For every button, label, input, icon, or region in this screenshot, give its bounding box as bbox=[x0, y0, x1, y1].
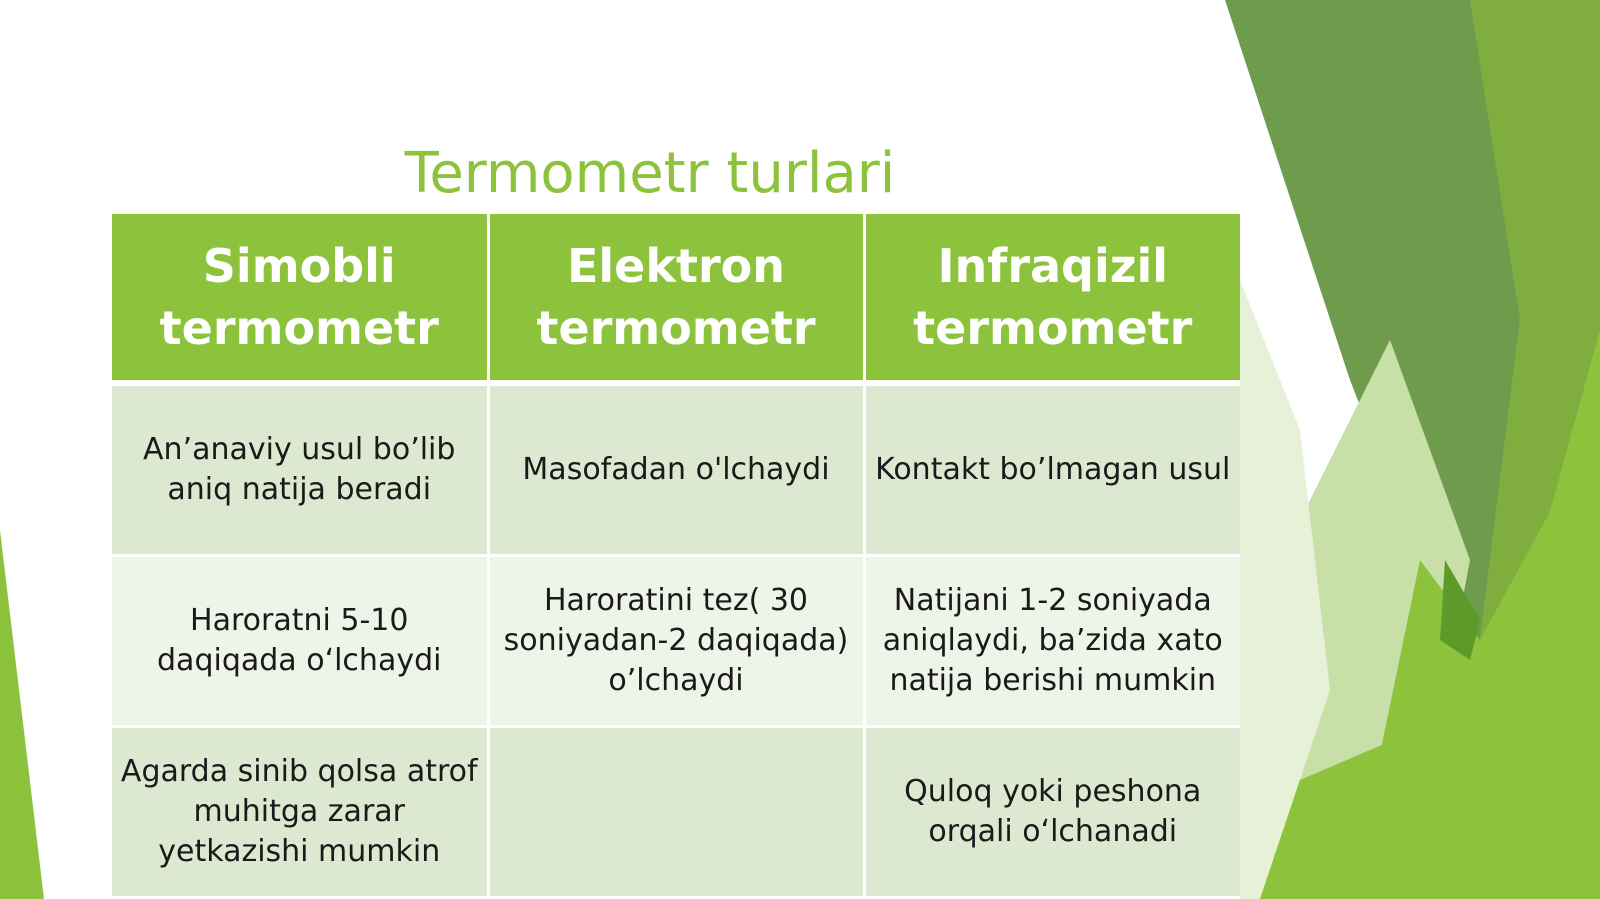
column-header-elektron: Elektron termometr bbox=[488, 214, 864, 383]
column-header-infraqizil: Infraqizil termometr bbox=[864, 214, 1240, 383]
table-cell: An’anaviy usul bo’lib aniq natija beradi bbox=[112, 383, 488, 556]
slide-title: Termometr turlari bbox=[404, 141, 896, 206]
table-cell: Masofadan o'lchaydi bbox=[488, 383, 864, 556]
table-row bbox=[112, 727, 1240, 898]
table-row bbox=[112, 383, 1240, 556]
table-cell: Haroratni 5-10 daqiqada o‘lchaydi bbox=[112, 556, 488, 727]
table-cell: Haroratini tez( 30 soniyadan-2 daqiqada) o’lchaydi bbox=[488, 556, 864, 727]
deco-shape-left bbox=[0, 530, 44, 899]
table-cell: Natijani 1-2 soniyada aniqlaydi, ba’zida xato natija berishi mumkin bbox=[864, 556, 1240, 727]
table-cell: Agarda sinib qolsa atrof muhitga zarar yetkazishi mumkin bbox=[112, 727, 488, 898]
table-row bbox=[112, 556, 1240, 727]
table-cell: Kontakt bo’lmagan usul bbox=[864, 383, 1240, 556]
column-header-simobli: Simobli termometr bbox=[112, 214, 488, 383]
table-cell bbox=[488, 727, 864, 898]
table-header-row bbox=[112, 214, 1240, 383]
table-cell: Quloq yoki peshona orqali o‘lchanadi bbox=[864, 727, 1240, 898]
thermometer-types-table bbox=[112, 214, 1240, 899]
